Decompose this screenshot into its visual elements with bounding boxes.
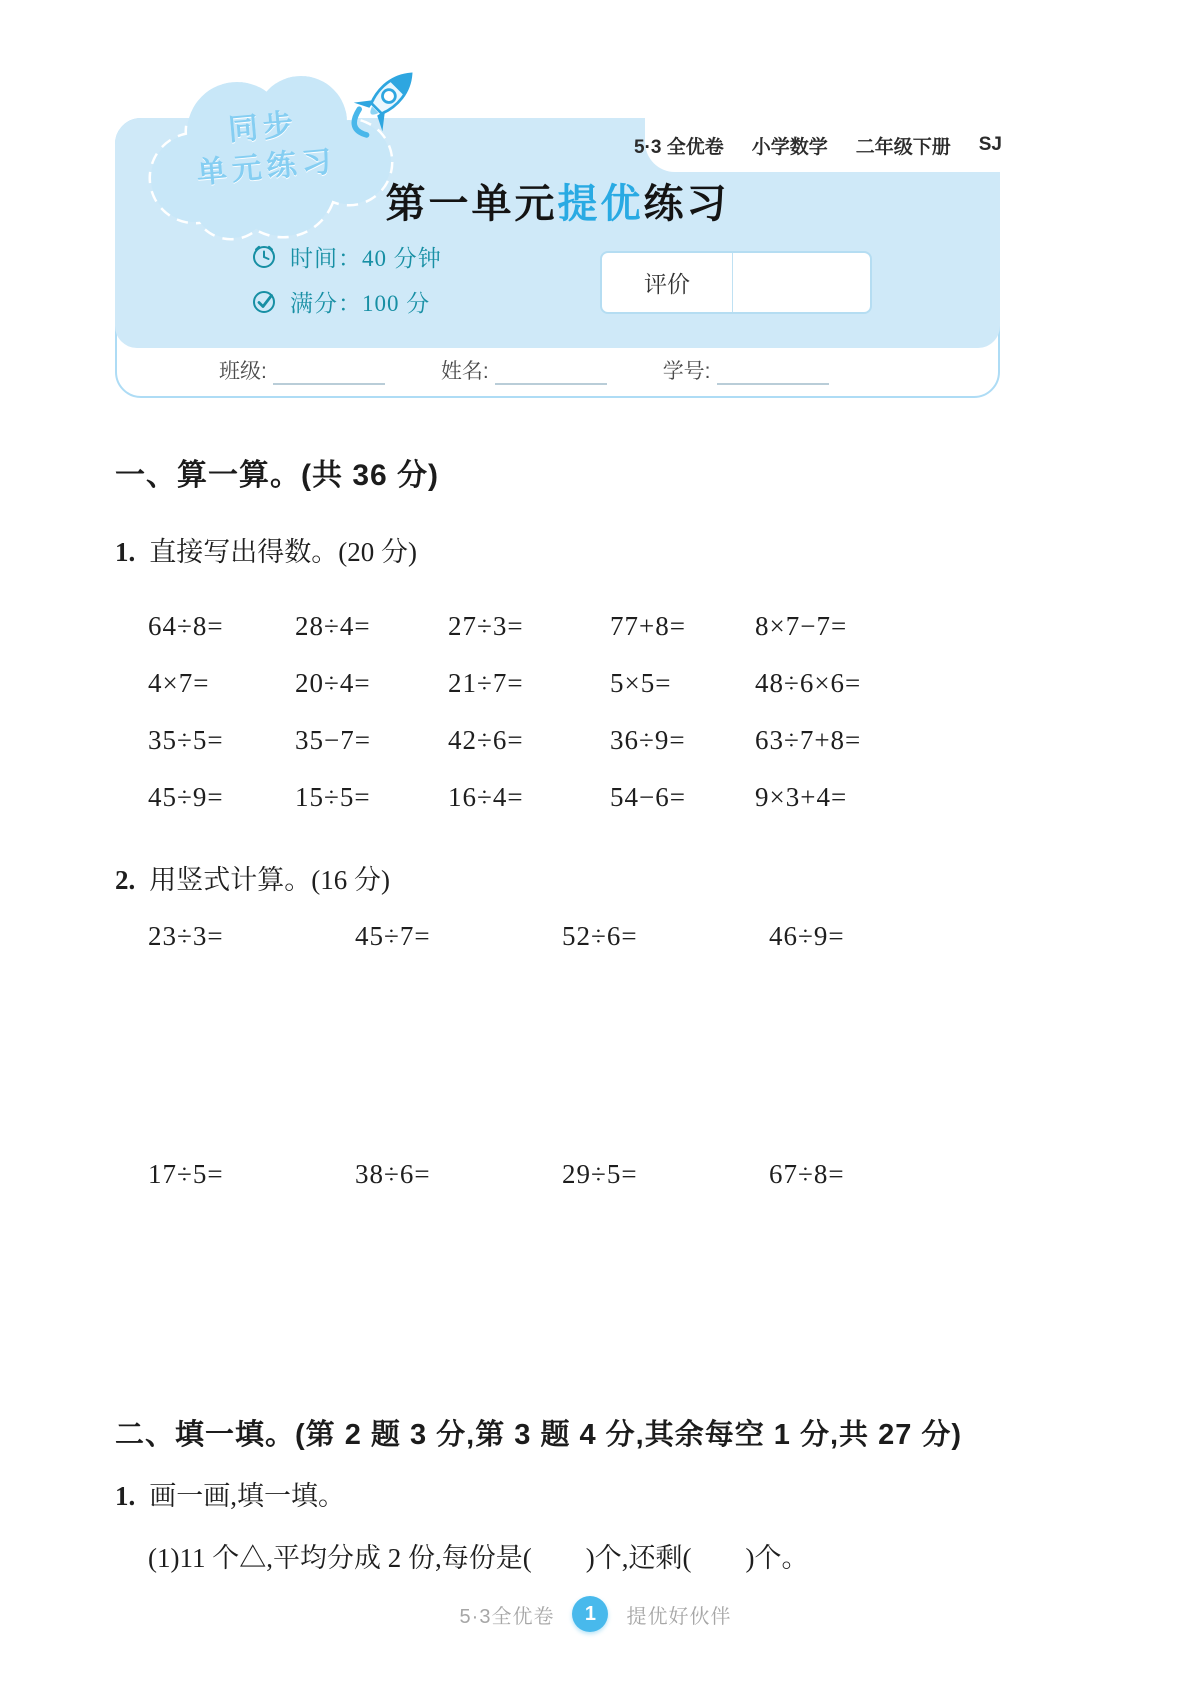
equation: 45÷9= xyxy=(148,782,224,812)
s2-q1-item1: (1)11 个△,平均分成 2 份,每份是( )个,还剩( )个。 xyxy=(148,1543,809,1573)
q2-equation-row-1 xyxy=(148,922,1028,951)
section1-heading: 一、算一算。(共 36 分) xyxy=(115,459,440,492)
name-label: 姓名: xyxy=(440,360,489,383)
equation: 4×7= xyxy=(148,668,210,698)
name-input-line[interactable] xyxy=(495,361,607,385)
page-number-badge: 1 xyxy=(572,1596,608,1632)
q2-equation-row-2 xyxy=(148,1160,1028,1189)
section1-q1-line xyxy=(115,530,417,569)
q1-equation-grid xyxy=(148,612,1053,812)
equation: 64÷8= xyxy=(148,611,224,641)
equation: 36÷9= xyxy=(610,725,686,755)
evaluation-box xyxy=(600,251,872,314)
equation: 67÷8= xyxy=(769,1159,845,1189)
evaluation-blank-cell[interactable] xyxy=(733,253,870,312)
badge-line1: 同步 xyxy=(226,108,300,148)
equation: 23÷3= xyxy=(148,921,224,951)
equation: 9×3+4= xyxy=(755,782,848,812)
meta-edition: SJ xyxy=(978,134,1002,155)
equation: 28÷4= xyxy=(295,611,371,641)
meta-series: 5·3 全优卷 xyxy=(633,136,724,158)
meta-subject: 小学数学 xyxy=(751,136,828,158)
equation: 16÷4= xyxy=(448,782,524,812)
q1-number: 1. xyxy=(115,537,136,567)
equation: 21÷7= xyxy=(448,668,524,698)
footer-series: 5·3全优卷 xyxy=(459,1605,555,1628)
check-icon xyxy=(250,287,278,315)
student-fields xyxy=(117,344,998,396)
equation: 8×7−7= xyxy=(755,611,848,641)
class-label: 班级: xyxy=(219,360,267,383)
class-input-line[interactable] xyxy=(273,361,385,385)
equation: 20÷4= xyxy=(295,668,371,698)
rocket-icon xyxy=(339,54,431,146)
equation: 15÷5= xyxy=(295,782,371,812)
title-part1: 第一单元 xyxy=(385,182,558,226)
score-text: 满分：100 分 xyxy=(290,290,431,316)
id-label: 学号: xyxy=(662,360,711,383)
id-field xyxy=(663,355,829,385)
id-input-line[interactable] xyxy=(717,361,829,385)
equation: 27÷3= xyxy=(448,611,524,641)
equation: 35−7= xyxy=(295,725,371,755)
class-field xyxy=(219,355,385,385)
equation: 45÷7= xyxy=(355,921,431,951)
section2-q1-line xyxy=(115,1474,345,1513)
equation: 35÷5= xyxy=(148,725,224,755)
meta-grade: 二年级下册 xyxy=(855,136,951,158)
time-text: 时间：40 分钟 xyxy=(290,245,442,271)
title-highlight: 提优 xyxy=(557,182,644,226)
equation: 54−6= xyxy=(610,782,686,812)
q2-text: 用竖式计算。(16 分) xyxy=(149,865,390,895)
score-line xyxy=(250,285,442,317)
equation: 29÷5= xyxy=(562,1159,638,1189)
section1-q2-line xyxy=(115,858,390,897)
title-part2: 练习 xyxy=(643,182,730,226)
q1-text: 直接写出得数。(20 分) xyxy=(149,537,417,567)
evaluation-label: 评价 xyxy=(602,253,733,312)
header-meta xyxy=(633,118,1004,172)
page-footer xyxy=(0,1596,1191,1632)
section2-heading: 二、填一填。(第 2 题 3 分,第 3 题 4 分,其余每空 1 分,共 27 分) xyxy=(115,1419,963,1451)
equation: 46÷9= xyxy=(769,921,845,951)
equation: 38÷6= xyxy=(355,1159,431,1189)
equation: 5×5= xyxy=(610,668,672,698)
q2-number: 2. xyxy=(115,865,136,895)
equation: 48÷6×6= xyxy=(755,668,862,698)
equation: 42÷6= xyxy=(448,725,524,755)
equation: 52÷6= xyxy=(562,921,638,951)
footer-slogan: 提优好伙伴 xyxy=(626,1605,732,1628)
equation: 77+8= xyxy=(610,611,686,641)
name-field xyxy=(441,355,607,385)
s2-q1-text: 画一画,填一填。 xyxy=(149,1481,345,1511)
unit-practice-badge xyxy=(133,60,413,260)
equation: 17÷5= xyxy=(148,1159,224,1189)
equation: 63÷7+8= xyxy=(755,725,862,755)
s2-q1-number: 1. xyxy=(115,1481,136,1511)
badge-line2: 单元练习 xyxy=(195,144,338,190)
